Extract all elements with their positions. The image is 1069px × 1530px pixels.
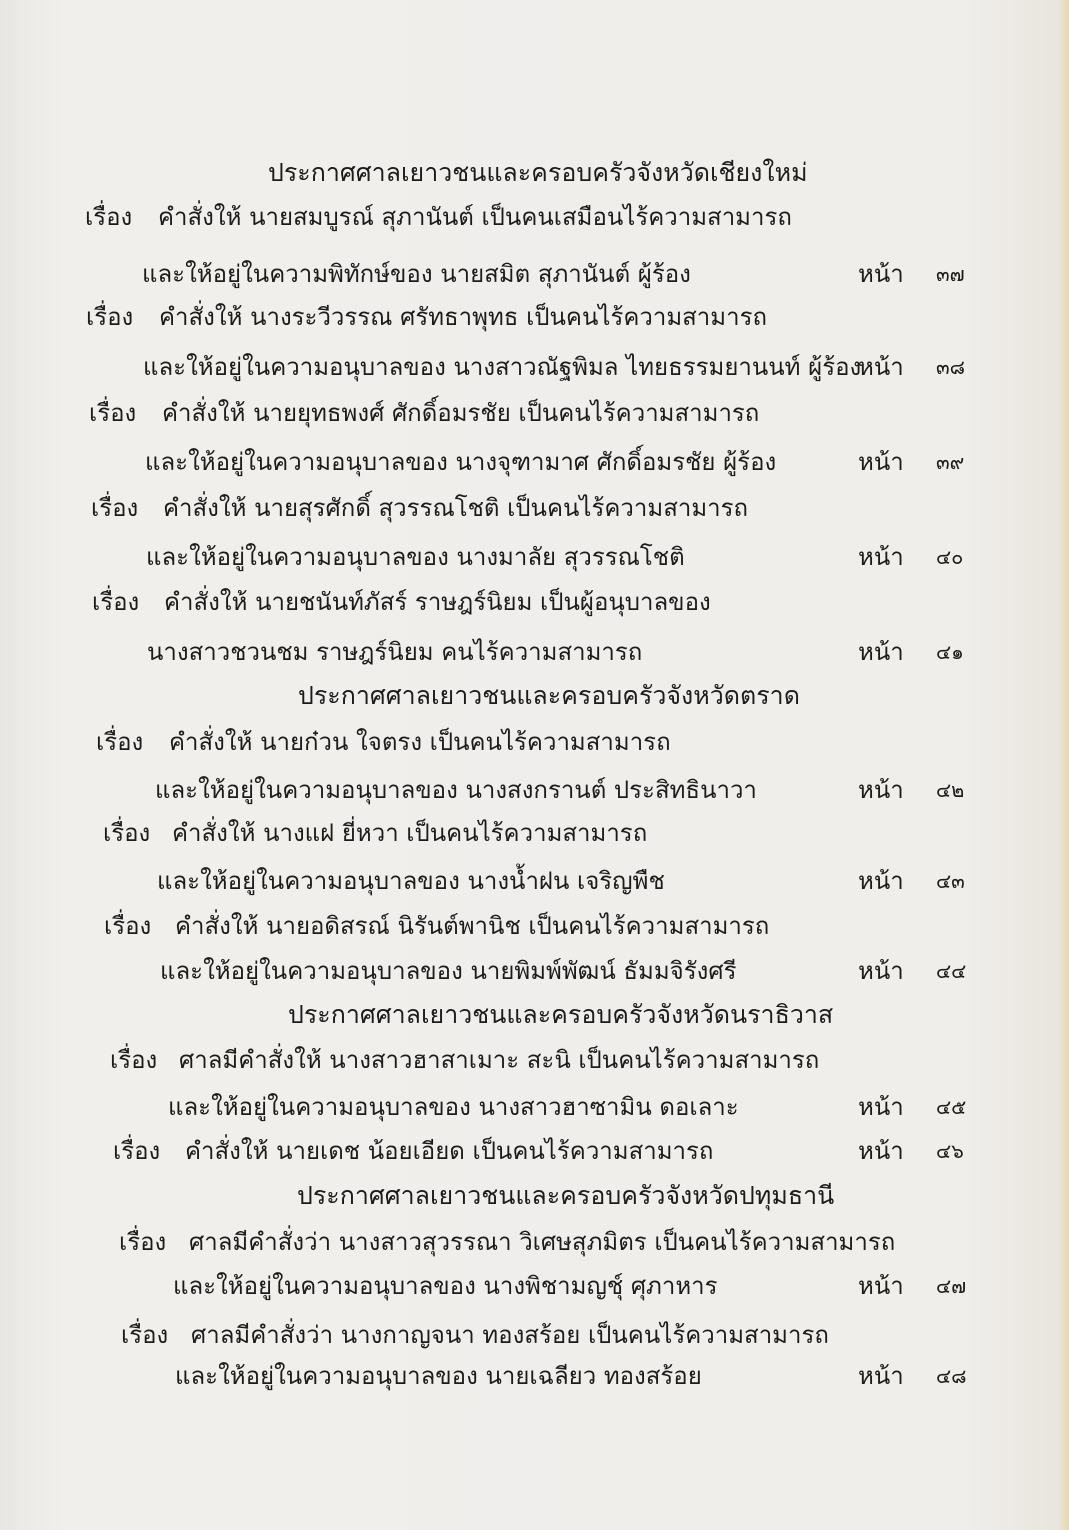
page-label: หน้า — [858, 448, 904, 476]
page-label: หน้า — [858, 957, 904, 985]
entry-title: คำสั่งให้ นางระวีวรรณ ศรัทธาพุทธ เป็นคนไร้ความสามารถ — [159, 303, 768, 331]
page-number: ๔๓ — [936, 869, 965, 893]
section-heading-row — [0, 1176, 1069, 1216]
entry-label: เรื่อง — [92, 588, 140, 616]
entry-title-row — [0, 197, 1069, 237]
entry-title-row — [0, 1222, 1069, 1262]
entry-label: เรื่อง — [121, 1321, 169, 1349]
entry-title-row — [0, 488, 1069, 528]
entry-label: เรื่อง — [89, 399, 137, 427]
entry-detail: นางสาวชวนชม ราษฎร์นิยม คนไร้ความสามารถ — [147, 638, 643, 666]
page-label: หน้า — [858, 1362, 904, 1390]
entry-title: คำสั่งให้ นายสมบูรณ์ สุภานันต์ เป็นคนเสมือนไร้ความสามารถ — [158, 203, 792, 231]
entry-title: ศาลมีคำสั่งให้ นางสาวฮาสาเมาะ สะนิ เป็นคนไร้ความสามารถ — [179, 1046, 820, 1074]
page-number: ๔๑ — [936, 640, 964, 664]
entry-label: เรื่อง — [91, 494, 139, 522]
entry-title-row — [0, 582, 1069, 622]
entry-detail-row — [0, 254, 1069, 294]
page-number: ๔๖ — [936, 1139, 964, 1163]
entry-detail-row — [0, 861, 1069, 901]
page-label: หน้า — [858, 260, 904, 288]
entry-title: คำสั่งให้ นายยุทธพงศ์ ศักดิ์อมรชัย เป็นคนไร้ความสามารถ — [162, 399, 760, 427]
entry-label: เรื่อง — [85, 203, 133, 231]
entry-title-row — [0, 813, 1069, 853]
page-label: หน้า — [858, 1093, 904, 1121]
entry-detail: และให้อยู่ในความอนุบาลของ นางน้ำฝน เจริญพืช — [157, 867, 665, 895]
page-number: ๔๘ — [936, 1364, 967, 1388]
entry-detail-row — [0, 1087, 1069, 1127]
entry-title: คำสั่งให้ นายอดิสรณ์ นิรันต์พานิช เป็นคนไร้ความสามารถ — [175, 912, 770, 940]
page-label: หน้า — [858, 638, 904, 666]
entry-detail: และให้อยู่ในความอนุบาลของ นางสาวฮาซามิน ดอเลาะ — [168, 1093, 739, 1121]
entry-title: ศาลมีคำสั่งว่า นางสาวสุวรรณา วิเศษสุภมิตร เป็นคนไร้ความสามารถ — [189, 1228, 896, 1256]
page-number: ๔๗ — [936, 1274, 967, 1298]
page-number: ๔๕ — [936, 1095, 967, 1119]
page-label: หน้า — [858, 867, 904, 895]
entry-detail: และให้อยู่ในความอนุบาลของ นางสาวณัฐพิมล ไทยธรรมยานนท์ ผู้ร้อง — [143, 353, 862, 381]
entry-label: เรื่อง — [119, 1228, 167, 1256]
entry-title-row — [0, 297, 1069, 337]
entry-detail-row — [0, 770, 1069, 810]
entry-detail: และให้อยู่ในความอนุบาลของ นายเฉลียว ทองสร้อย — [175, 1362, 702, 1390]
entry-detail-row — [0, 1266, 1069, 1306]
entry-label: เรื่อง — [110, 1046, 158, 1074]
entry-title: คำสั่งให้ นายสุรศักดิ์ สุวรรณโชติ เป็นคนไร้ความสามารถ — [163, 494, 749, 522]
section-heading-row — [0, 153, 1069, 193]
section-heading: ประกาศศาลเยาวชนและครอบครัวจังหวัดเชียงใหม่ — [268, 158, 808, 187]
entry-label: เรื่อง — [96, 728, 144, 756]
entry-label: เรื่อง — [104, 912, 152, 940]
section-heading: ประกาศศาลเยาวชนและครอบครัวจังหวัดปทุมธานี — [297, 1181, 835, 1210]
page-number: ๓๘ — [936, 355, 966, 379]
entry-detail: และให้อยู่ในความอนุบาลของ นางพิชามญชุ์ ศุภาหาร — [173, 1272, 718, 1300]
entry-label: เรื่อง — [86, 303, 134, 331]
entry-title-row — [0, 1040, 1069, 1080]
entry-detail-row — [0, 1356, 1069, 1396]
entry-detail-row — [0, 632, 1069, 672]
page-label: หน้า — [858, 776, 904, 804]
entry-title-row — [0, 1131, 1069, 1171]
section-heading-row — [0, 676, 1069, 716]
section-heading: ประกาศศาลเยาวชนและครอบครัวจังหวัดนราธิวาส — [288, 1000, 834, 1029]
entry-detail: และให้อยู่ในความอนุบาลของ นางมาลัย สุวรรณโชติ — [146, 543, 685, 571]
entry-detail-row — [0, 951, 1069, 991]
page-number: ๓๗ — [936, 262, 965, 286]
entry-title: ศาลมีคำสั่งว่า นางกาญจนา ทองสร้อย เป็นคนไร้ความสามารถ — [191, 1321, 829, 1349]
entry-detail: และให้อยู่ในความอนุบาลของ นางสงกรานต์ ประสิทธินาวา — [155, 776, 757, 804]
page-label: หน้า — [858, 1272, 904, 1300]
section-heading: ประกาศศาลเยาวชนและครอบครัวจังหวัดตราด — [298, 681, 800, 710]
page-number: ๔๔ — [936, 959, 967, 983]
page-label: หน้า — [858, 1137, 904, 1165]
entry-detail-row — [0, 537, 1069, 577]
entry-title: คำสั่งให้ นายเดช น้อยเอียด เป็นคนไร้ความสามารถ — [185, 1137, 714, 1165]
entry-detail: และให้อยู่ในความอนุบาลของ นายพิมพ์พัฒน์ ธัมมจิรังศรี — [160, 957, 737, 985]
entry-title-row — [0, 393, 1069, 433]
entry-title-row — [0, 722, 1069, 762]
entry-detail-row — [0, 442, 1069, 482]
entry-title-row — [0, 1315, 1069, 1355]
entry-label: เรื่อง — [113, 1137, 161, 1165]
entry-detail: และให้อยู่ในความอนุบาลของ นางจุฑามาศ ศักดิ์อมรชัย ผู้ร้อง — [145, 448, 777, 476]
entry-detail: และให้อยู่ในความพิทักษ์ของ นายสมิต สุภานันต์ ผู้ร้อง — [142, 260, 691, 288]
page-label: หน้า — [858, 353, 904, 381]
entry-detail-row — [0, 347, 1069, 387]
entry-title: คำสั่งให้ นางแฝ ยี่หวา เป็นคนไร้ความสามารถ — [172, 819, 648, 847]
entry-title: คำสั่งให้ นายก๋วน ใจตรง เป็นคนไร้ความสามารถ — [169, 728, 671, 756]
page-number: ๔๒ — [936, 778, 965, 802]
page-label: หน้า — [858, 543, 904, 571]
page-number: ๔๐ — [936, 545, 964, 569]
section-heading-row — [0, 995, 1069, 1035]
entry-title-row — [0, 906, 1069, 946]
page-number: ๓๙ — [936, 450, 965, 474]
entry-title: คำสั่งให้ นายชนันท์ภัสร์ ราษฎร์นิยม เป็นผู้อนุบาลของ — [164, 588, 711, 616]
entry-label: เรื่อง — [103, 819, 151, 847]
